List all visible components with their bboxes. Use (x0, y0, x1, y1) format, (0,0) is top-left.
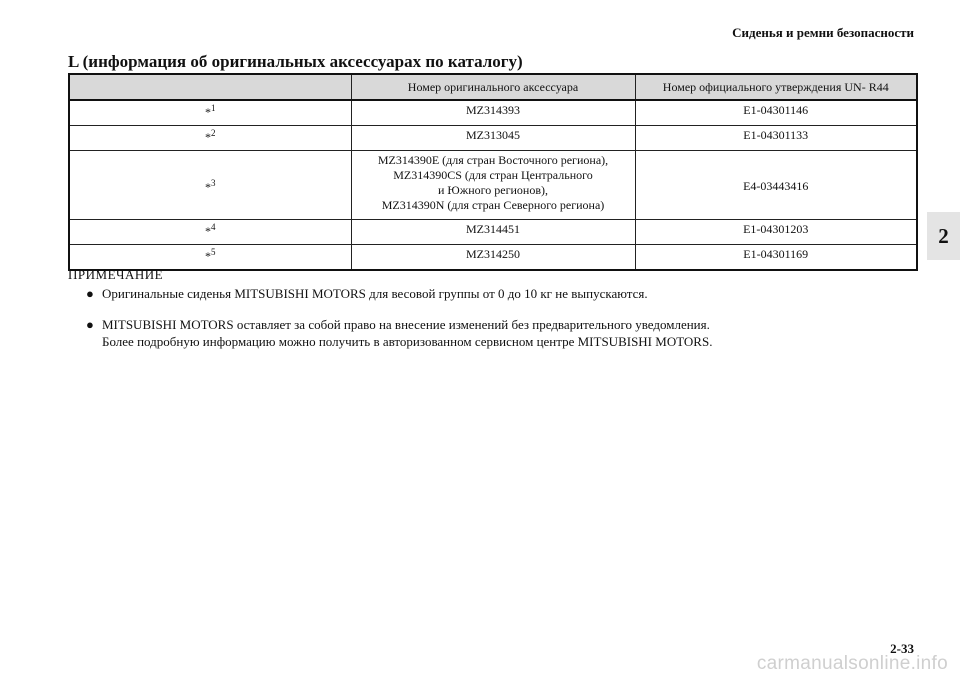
table-row (69, 126, 917, 151)
accessory-number-cell (351, 151, 635, 220)
note-item (86, 285, 908, 302)
table-row (69, 100, 917, 126)
approval-number-cell: E4-03443416 (635, 151, 917, 220)
bullet-icon: ● (86, 286, 94, 301)
row-marker: *$^4$ (69, 220, 351, 245)
approval-number-cell: E1-04301203 (635, 220, 917, 245)
table-row (69, 220, 917, 245)
section-title: L (информация об оригинальных аксессуарах по каталогу) (68, 52, 523, 71)
accessory-line: и Южного регионов), (438, 183, 548, 197)
note-heading: ПРИМЕЧАНИЕ (68, 267, 164, 282)
approval-number-cell: E1-04301133 (635, 126, 917, 151)
row-marker: *$^5$ (69, 245, 351, 271)
table-header-row (69, 74, 917, 100)
row-marker: *$^2$ (69, 126, 351, 151)
accessory-number-cell: MZ314393 (351, 100, 635, 126)
accessory-line: MZ314390CS (для стран Центрального (393, 168, 593, 182)
approval-number-cell: E1-04301169 (635, 245, 917, 271)
note-item (86, 316, 908, 350)
note-line: MITSUBISHI MOTORS оставляет за собой право на внесение изменений без предварительного уведомления. (102, 317, 710, 332)
header-cell-marker (69, 74, 351, 100)
page-number: 2-33 (890, 641, 914, 656)
accessory-number-cell: MZ314250 (351, 245, 635, 271)
header-cell-approval-number: Номер официального утверждения UN- R44 (635, 74, 917, 100)
row-marker: *$^3$ (69, 151, 351, 220)
accessory-table (68, 73, 918, 271)
accessory-number-cell: MZ313045 (351, 126, 635, 151)
accessory-line: MZ314390E (для стран Восточного региона), (377, 153, 609, 167)
approval-number-cell: E1-04301146 (635, 100, 917, 126)
note-block (68, 267, 908, 350)
chapter-tab: 2 (927, 212, 960, 260)
note-line: Оригинальные сиденья MITSUBISHI MOTORS для весовой группы от 0 до 10 кг не выпускаются. (102, 286, 648, 301)
watermark: carmanualsonline.info (756, 653, 948, 674)
accessory-number-cell: MZ314451 (351, 220, 635, 245)
table-row (69, 151, 917, 220)
note-line: Более подробную информацию можно получить в авторизованном сервисном центре MITSUBISHI MOTORS. (102, 334, 713, 349)
header-cell-accessory-number: Номер оригинального аксессуара (351, 74, 635, 100)
bullet-icon: ● (86, 317, 94, 332)
row-marker: *$^1$ (69, 100, 351, 126)
running-header: Сиденья и ремни безопасности (732, 25, 914, 40)
accessory-line: MZ314390N (для стран Северного региона) (381, 198, 605, 212)
